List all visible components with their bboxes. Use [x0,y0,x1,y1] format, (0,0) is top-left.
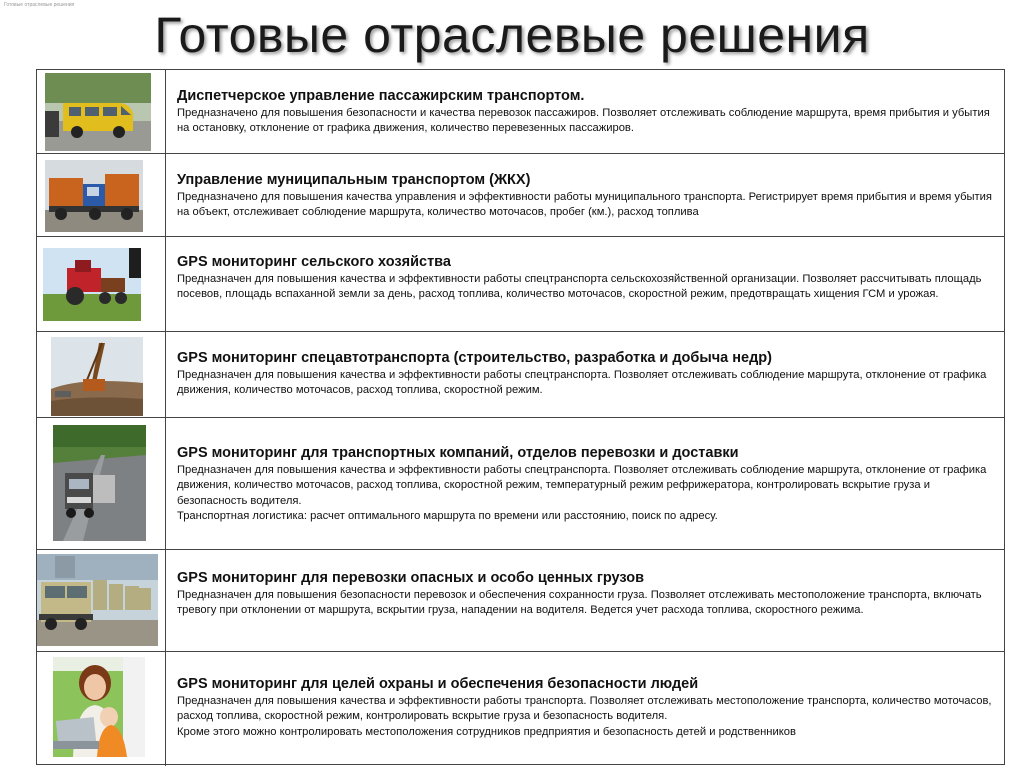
solution-title: GPS мониторинг для перевозки опасных и особо ценных грузов [177,570,645,586]
solution-row [37,237,1004,332]
solution-description: Предназначен для повышения качества и эффективности работы спецтранспорта. Позволяет отслеживать соблюдение маршрута, отклонение от графика движения, количество моточасов, расход топлива, скоростной режим. [177,369,987,397]
text-cell [177,349,996,399]
solution-description: Предназначен для повышения безопасности перевозок и обеспечения сохранности груза. Позволяет отслеживать местоположение транспорта, включать тревогу при отклонении от маршрута, вскрытии груза, нападении на водителя. Ведется учет расхода топлива, скоростного режима. [177,589,982,617]
solution-description: Предназначен для повышения качества и эффективности работы спецтранспорта. Позволяет отслеживать соблюдение маршрута, отклонение от графика движения, количество моточасов, расход топлива, скоростной режим, температурный режим рефрижератора, контролировать вскрытие груза и безопасность водителя. [177,464,987,507]
image-cell [37,70,166,153]
image-cell [37,418,166,549]
drilling-rig-photo [51,337,143,416]
solution-row [37,332,1004,418]
solution-row [37,418,1004,550]
solution-title: Диспетчерское управление пассажирским транспортом. [177,88,585,104]
solution-title: GPS мониторинг для целей охраны и обеспечения безопасности людей [177,676,699,692]
image-cell [37,237,166,331]
solution-row [37,70,1004,154]
text-cell [177,253,996,303]
solution-extra-line: Кроме этого можно контролировать местоположения сотрудников предприятия и безопасность детей и родственников [177,725,796,738]
armored-vans-photo [37,554,158,646]
solution-title: GPS мониторинг сельского хозяйства [177,254,451,270]
solutions-table [36,69,1005,765]
page-title: Готовые отраслевые решения [154,7,870,63]
text-cell [177,569,996,619]
image-cell [37,652,166,766]
solution-title: Управление муниципальным транспортом (ЖКХ) [177,172,531,188]
semi-truck-road-photo [53,425,146,541]
yellow-minibus-photo [45,73,151,151]
solution-row [37,550,1004,652]
text-cell [177,171,996,221]
tractor-field-photo [43,248,141,321]
text-cell [177,87,996,137]
text-cell [177,675,996,740]
solution-extra-line: Транспортная логистика: расчет оптимального маршрута по времени или расстоянию, поиск по адресу. [177,510,718,523]
solution-title: GPS мониторинг для транспортных компаний, отделов перевозки и доставки [177,445,739,461]
image-cell [37,154,166,236]
solution-title: GPS мониторинг спецавтотранспорта (строительство, разработка и добыча недр) [177,350,772,366]
solution-description: Предназначено для повышения качества управления и эффективности работы муниципального транспорта. Регистрирует время прибытия и время убытия на объект, отслеживает соблюдение маршрута, количество моточасов, пробег (км.), расход топлива [177,191,992,219]
solution-description: Предназначено для повышения безопасности и качества перевозок пассажиров. Позволяет отслеживать соблюдение маршрута, время прибытия и убытия на остановку, отклонение от графика движения, количество перевезенных пассажиров. [177,107,990,135]
solution-row [37,652,1004,766]
mother-child-laptop-photo [53,657,145,757]
tiny-caption: Готовые отраслевые решения [4,2,75,8]
solution-description: Предназначен для повышения качества и эффективности работы транспорта. Позволяет отслеживать местоположение транспорта, количество моточасов, расход топлива, скоростной режим, контролировать вскрытие груза и безопасность водителя. [177,695,992,723]
solution-description: Предназначен для повышения качества и эффективности работы спецтранспорта сельскохозяйственной организации. Позволяет рассчитывать площадь посевов, площадь вспаханной земли за день, расход топлива, количество моточасов, скоростной режим, предотвращать хищения ГСМ и урожая. [177,273,982,301]
text-cell [177,444,996,525]
image-cell [37,550,166,651]
solution-row [37,154,1004,237]
image-cell [37,332,166,417]
municipal-trucks-photo [45,160,143,232]
